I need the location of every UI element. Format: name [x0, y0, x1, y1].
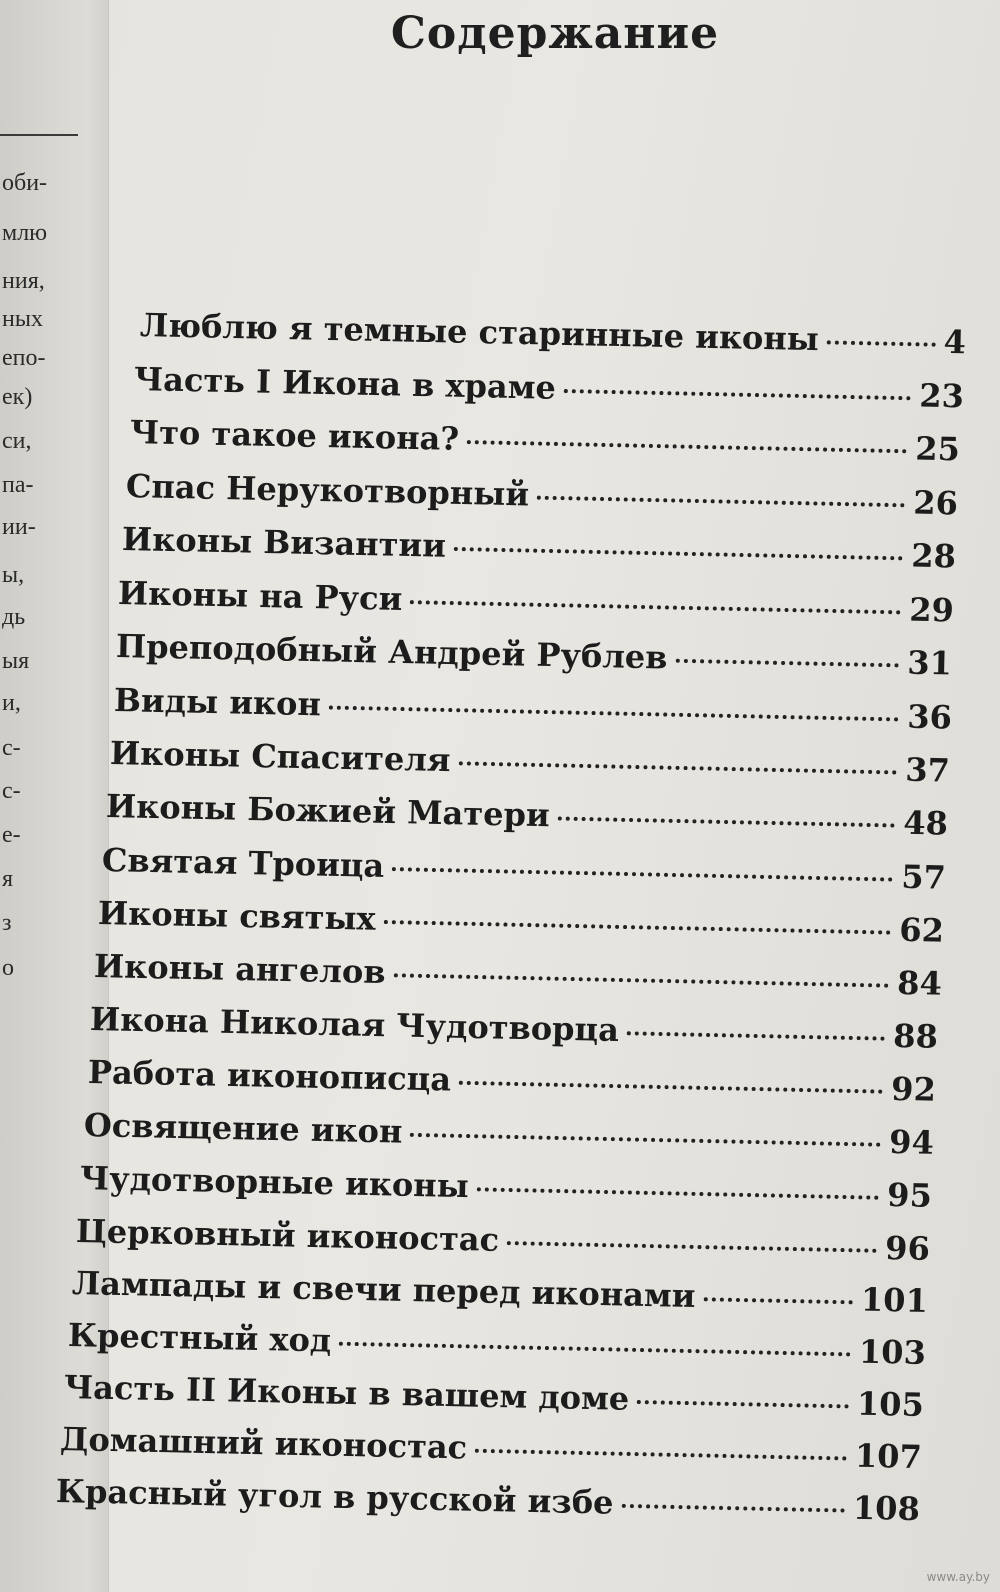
dot-leader	[454, 547, 903, 560]
toc-entry-page: 92	[890, 1069, 937, 1109]
dot-leader	[621, 1504, 845, 1513]
left-page-text: дь	[2, 604, 26, 630]
toc-entry-title: Освящение икон	[83, 1106, 403, 1151]
toc-entry-title: Люблю я темные старинные иконы	[139, 306, 820, 359]
toc-entry-page: 23	[918, 376, 965, 416]
toc-entry-page: 105	[856, 1384, 925, 1425]
toc-entry-page: 31	[906, 643, 953, 683]
dot-leader	[558, 816, 896, 827]
dot-leader	[392, 867, 893, 881]
toc-entry-title: Часть II Иконы в вашем доме	[63, 1368, 630, 1418]
left-page-text: я	[2, 866, 14, 892]
left-page-text: е-	[2, 822, 21, 848]
dot-leader	[467, 440, 907, 453]
toc-entry-title: Икона Николая Чудотворца	[89, 1000, 620, 1050]
dot-leader	[637, 1400, 849, 1408]
toc-entry[interactable]	[72, 1264, 929, 1320]
toc-entry[interactable]	[60, 1420, 923, 1476]
toc-entry[interactable]	[102, 841, 947, 897]
dot-leader	[475, 1449, 847, 1461]
toc-entry-title: Работа иконописца	[87, 1053, 452, 1099]
toc-entry[interactable]	[84, 1106, 935, 1162]
left-page-text: с-	[2, 735, 21, 761]
toc-entry[interactable]	[122, 520, 957, 575]
toc-entry[interactable]	[80, 1159, 933, 1215]
left-page-text: епо-	[2, 345, 46, 371]
toc-entry-title: Часть I Икона в храме	[133, 360, 557, 407]
toc-entry-page: 101	[860, 1280, 929, 1320]
toc-entry[interactable]	[140, 306, 967, 361]
toc-entry-page: 57	[900, 857, 947, 897]
toc-entry[interactable]	[90, 1000, 939, 1056]
toc-entry-page: 95	[886, 1175, 933, 1215]
toc-entry[interactable]	[56, 1472, 921, 1528]
left-page-text: оби-	[2, 170, 48, 196]
toc-entry-title: Иконы Спасителя	[109, 734, 451, 780]
toc-entry-title: Иконы ангелов	[93, 947, 386, 992]
dot-leader	[329, 706, 899, 722]
toc-entry-title: Иконы на Руси	[117, 574, 403, 618]
left-page-text: ния,	[2, 268, 45, 294]
watermark: www.ay.by	[926, 1570, 990, 1584]
toc-entry-title: Домашний иконостас	[59, 1420, 468, 1467]
toc-entry-page: 36	[906, 697, 953, 737]
toc-entry-page: 37	[904, 750, 951, 790]
toc-entry-title: Виды икон	[113, 681, 322, 724]
toc-entry-title: Крестный ход	[67, 1316, 332, 1360]
toc-entry-title: Иконы Божией Матери	[105, 787, 551, 835]
page-title: Содержание	[390, 8, 720, 59]
toc-entry-title: Красный угол в русской избе	[55, 1472, 614, 1522]
toc-entry[interactable]	[126, 467, 959, 522]
toc-entry[interactable]	[110, 734, 951, 790]
dot-leader	[459, 1081, 883, 1094]
toc-entry[interactable]	[68, 1316, 927, 1372]
dot-leader	[410, 600, 901, 614]
dot-leader	[537, 496, 905, 508]
toc-entry-title: Церковный иконостас	[75, 1212, 500, 1259]
left-page-text: ии-	[2, 514, 36, 540]
toc-entry-page: 88	[892, 1016, 939, 1056]
left-page-text: ыя	[2, 648, 30, 674]
toc-entry-page: 108	[852, 1488, 921, 1529]
toc-entry-page: 103	[858, 1332, 927, 1372]
toc-entry[interactable]	[94, 947, 943, 1003]
left-page-text: з	[2, 910, 12, 936]
left-page-text: па-	[2, 472, 34, 498]
toc-entry[interactable]	[118, 574, 955, 629]
toc-entry-title: Чудотворные иконы	[79, 1159, 470, 1206]
left-page-text: млю	[2, 220, 48, 246]
dot-leader	[827, 340, 936, 346]
toc-entry-page: 94	[888, 1122, 935, 1162]
toc-entry[interactable]	[76, 1212, 931, 1268]
dot-leader	[507, 1241, 877, 1253]
toc-entry-page: 96	[884, 1228, 931, 1268]
dot-leader	[410, 1133, 881, 1147]
toc-entry-page: 48	[902, 803, 949, 843]
toc-entry-page: 26	[912, 483, 959, 523]
dot-leader	[675, 659, 899, 668]
dot-leader	[458, 761, 897, 774]
toc-entry-page: 107	[854, 1436, 923, 1477]
toc-entry-page: 4	[943, 322, 967, 362]
toc-entry[interactable]	[64, 1368, 925, 1424]
toc-entry[interactable]	[106, 787, 949, 843]
dot-leader	[564, 389, 912, 400]
toc-entry-title: Спас Нерукотворный	[125, 467, 530, 514]
toc-entry-page: 84	[896, 963, 943, 1003]
toc-entry-title: Иконы святых	[97, 894, 377, 938]
toc-entry-title: Святая Троица	[101, 841, 385, 885]
dot-leader	[477, 1187, 880, 1199]
toc-entry-page: 29	[908, 590, 955, 630]
toc-entry-title: Иконы Византии	[121, 520, 447, 565]
dot-leader	[384, 920, 892, 935]
dot-leader	[393, 973, 889, 987]
toc-entry[interactable]	[116, 627, 953, 682]
left-page-text: ы,	[2, 562, 25, 588]
toc-entry[interactable]	[88, 1053, 937, 1109]
toc-entry-page: 62	[898, 910, 945, 950]
dot-leader	[339, 1342, 851, 1357]
left-page-text: о	[2, 955, 14, 981]
dot-leader	[627, 1031, 885, 1040]
toc-entry-page: 28	[910, 536, 957, 576]
left-page-text: ных	[2, 306, 43, 332]
toc-entry[interactable]	[114, 681, 953, 737]
toc-entry-page: 25	[914, 429, 961, 469]
toc-entry[interactable]	[134, 360, 965, 415]
toc-entry-title: Лампады и свечи перед иконами	[71, 1264, 696, 1316]
toc-entry[interactable]	[98, 894, 945, 950]
dot-leader	[703, 1297, 853, 1304]
left-page-text: ек)	[2, 384, 33, 410]
toc-entry-title: Преподобный Андрей Рублев	[115, 627, 668, 677]
toc-entry-title: Что такое икона?	[129, 413, 460, 458]
toc-entry[interactable]	[130, 413, 961, 468]
left-page-text: си,	[2, 428, 32, 454]
left-page-text: с-	[2, 778, 21, 804]
left-page-text: и,	[2, 690, 21, 716]
